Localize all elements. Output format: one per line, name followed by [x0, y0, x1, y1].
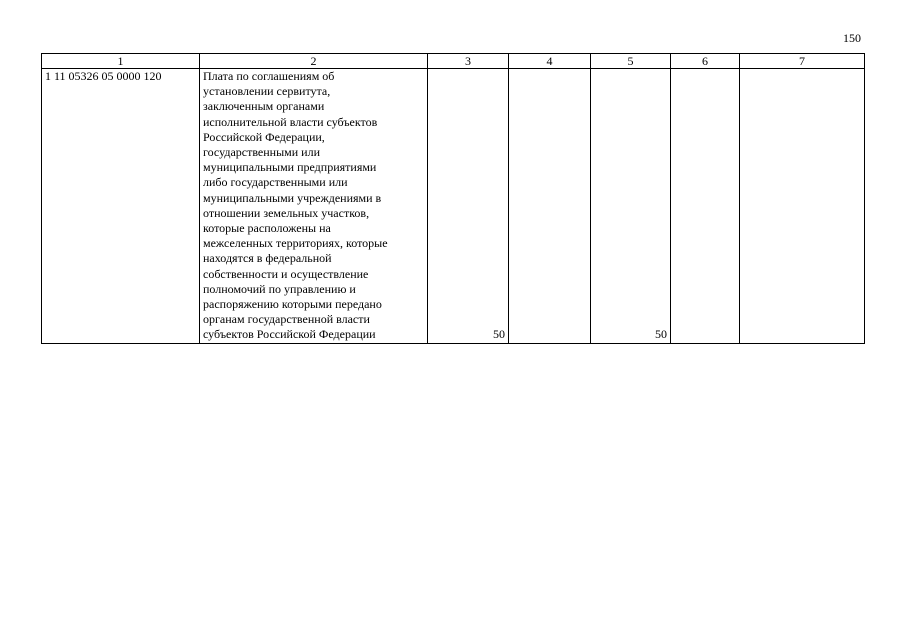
income-name-line: органам государственной власти	[203, 312, 370, 327]
value-cell-col6	[671, 69, 740, 344]
income-name-line: заключенным органами	[203, 99, 325, 114]
column-header-7: 7	[740, 54, 865, 69]
header-row	[42, 54, 865, 69]
income-name-line: исполнительной власти субъектов	[203, 114, 378, 129]
income-name-line: Плата по соглашениям об	[203, 69, 335, 83]
income-name-line: государственными или	[203, 145, 321, 160]
income-name-line: муниципальными предприятиями	[203, 160, 377, 175]
table-row	[42, 69, 865, 344]
value-cell-col7	[740, 69, 865, 344]
income-name-line: установлении сервитута,	[203, 84, 331, 99]
income-name-line: муниципальными учреждениями в	[203, 190, 382, 205]
income-name-line: отношении земельных участков,	[203, 205, 370, 220]
budget-code-cell: 1 11 05326 05 0000 120	[42, 69, 200, 344]
income-name-line: полномочий по управлению и	[203, 281, 356, 296]
value-cell-col3: 50	[428, 69, 509, 344]
income-name-line: межселенных территориях, которые	[203, 236, 388, 251]
column-header-6: 6	[671, 54, 740, 69]
column-header-3: 3	[428, 54, 509, 69]
page-number: 150	[843, 31, 861, 45]
income-name-line: которые расположены на	[203, 221, 331, 236]
column-header-2: 2	[200, 54, 428, 69]
value-cell-col5: 50	[591, 69, 671, 344]
column-header-4: 4	[509, 54, 591, 69]
income-name-line: субъектов Российской Федерации	[203, 327, 376, 342]
column-header-1: 1	[42, 54, 200, 69]
budget-table	[41, 53, 865, 344]
income-name-line: Российской Федерации,	[203, 129, 325, 144]
income-name-line: распоряжению которыми передано	[203, 297, 382, 312]
income-name-line: собственности и осуществление	[203, 266, 369, 281]
income-name-line: либо государственными или	[203, 175, 348, 190]
column-header-5: 5	[591, 54, 671, 69]
income-name-cell	[200, 69, 428, 344]
value-cell-col4	[509, 69, 591, 344]
income-name-line: находятся в федеральной	[203, 251, 332, 266]
